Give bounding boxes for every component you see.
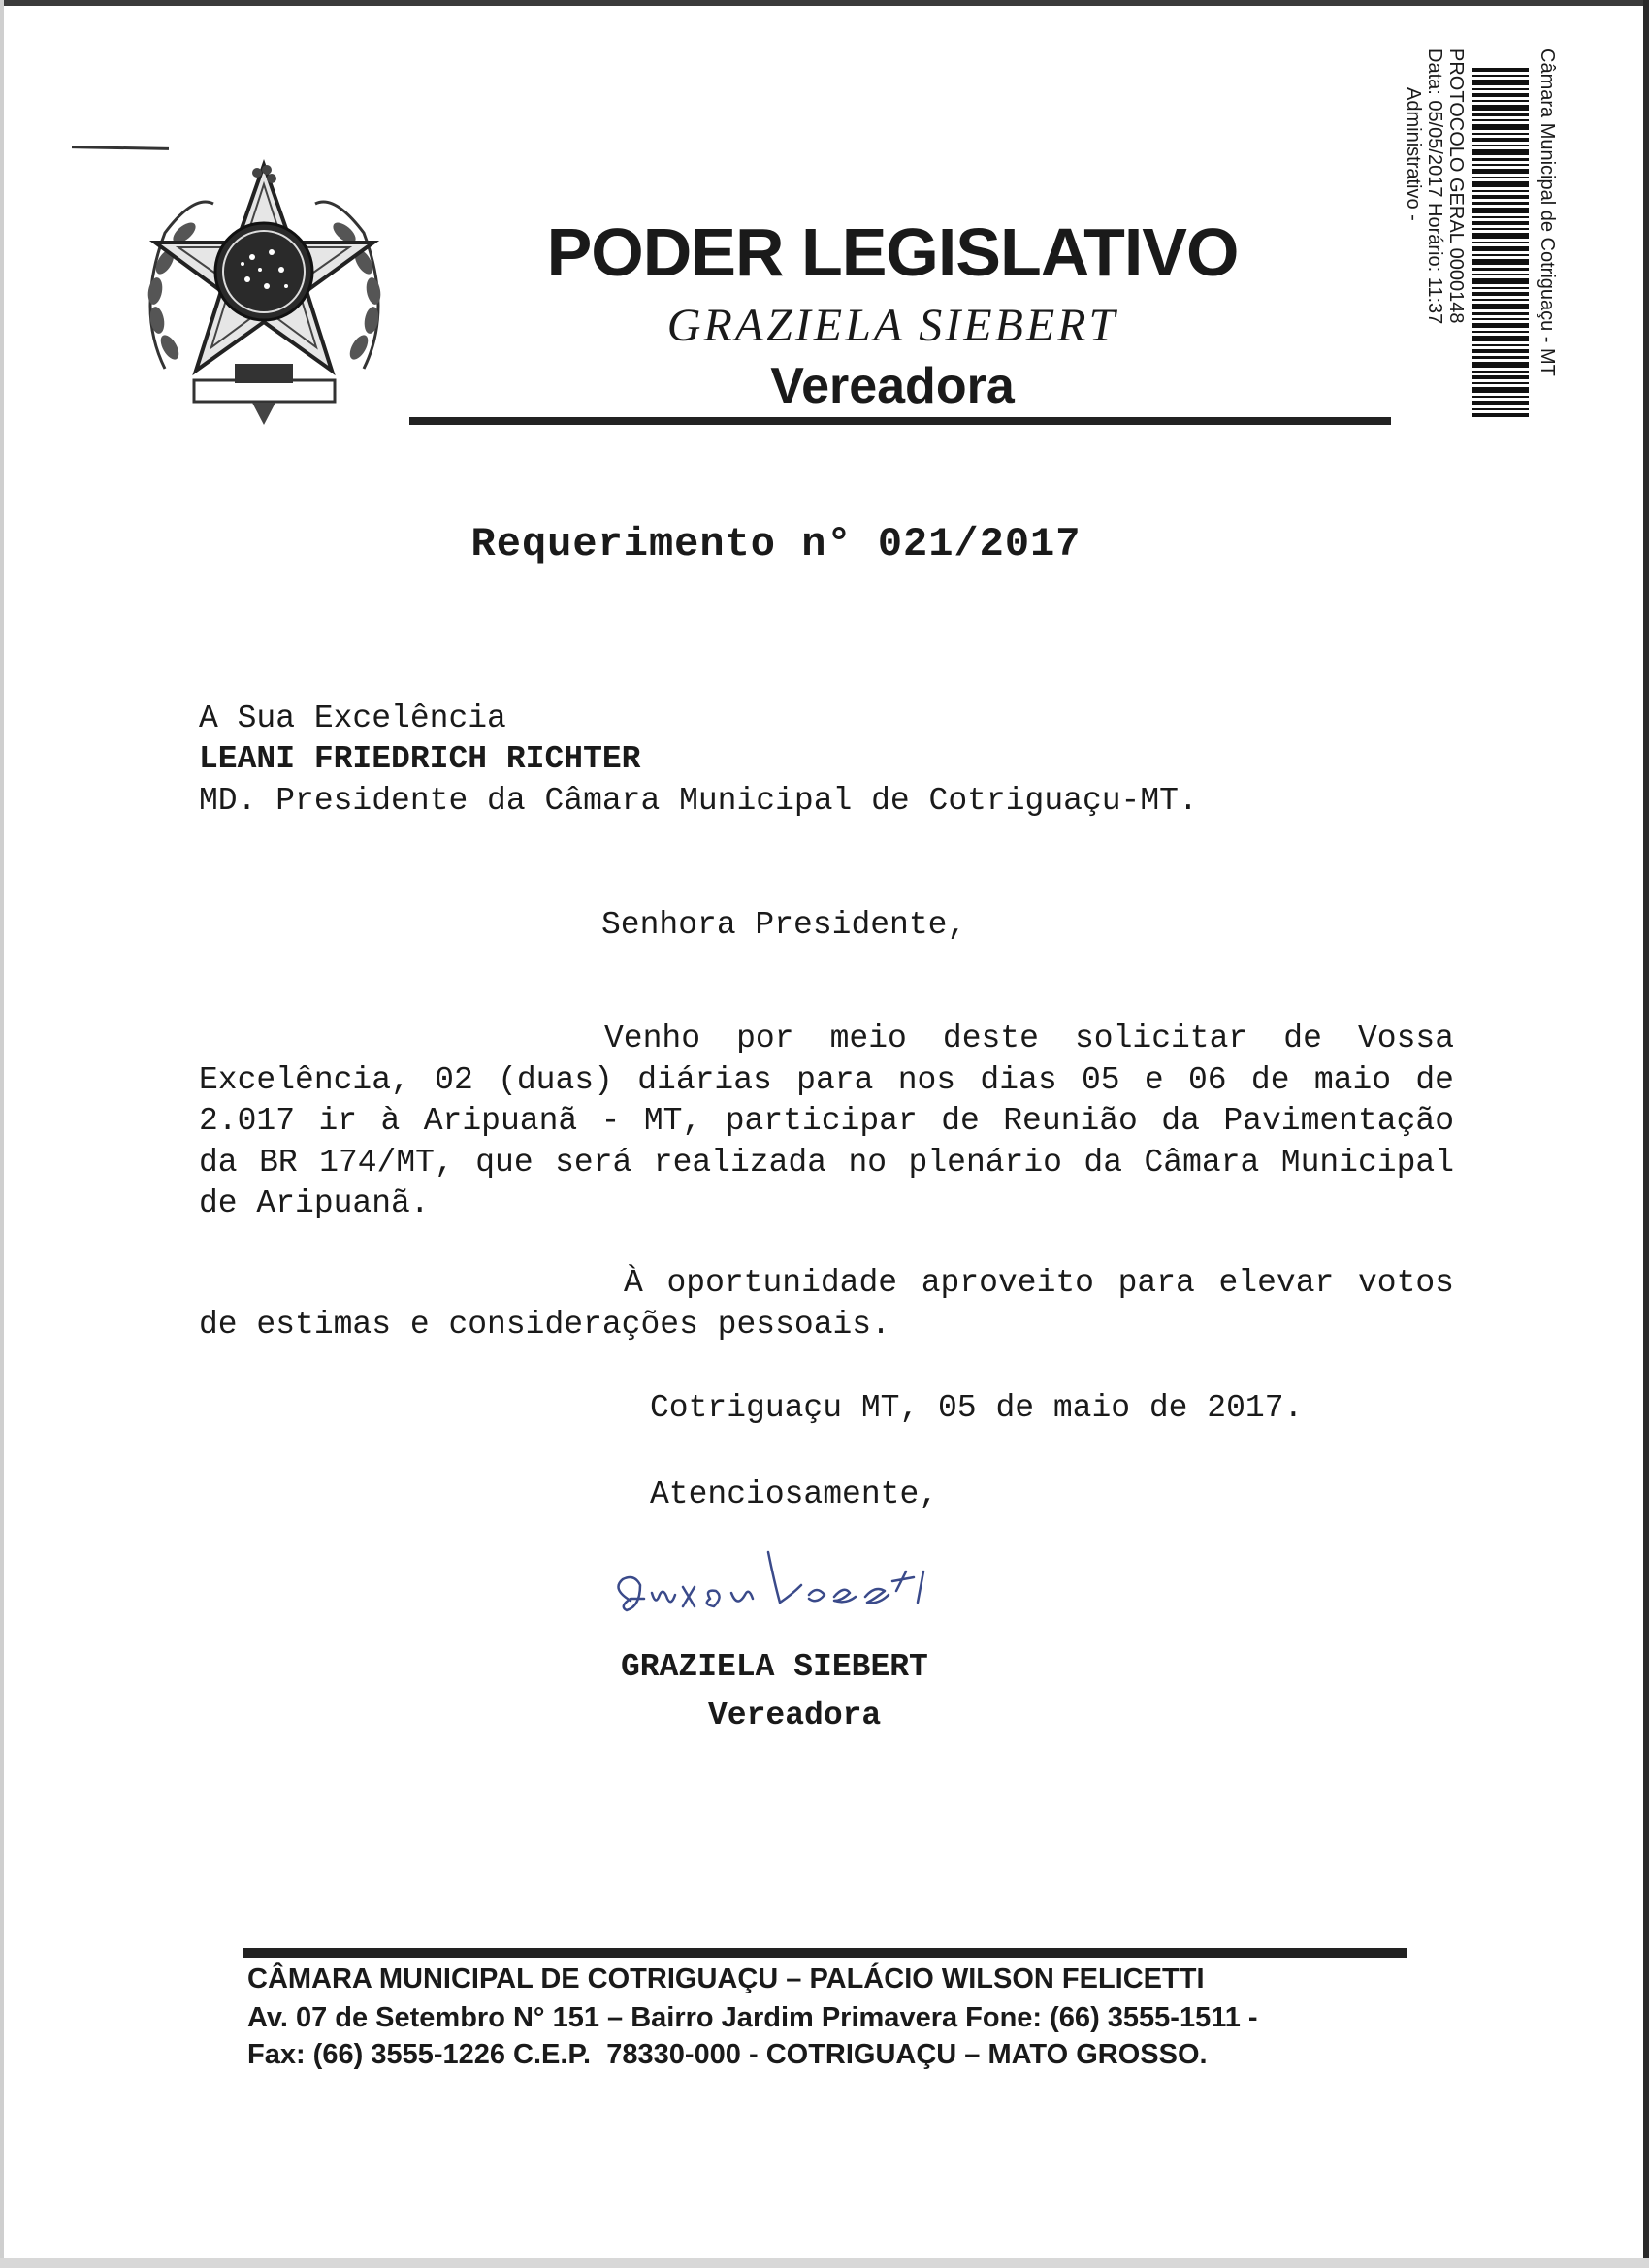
scan-mark bbox=[72, 146, 169, 150]
addressee-position: MD. Presidente da Câmara Municipal de Cotriguaçu-MT. bbox=[199, 783, 1198, 819]
stamp-protocol-number: PROTOCOLO GERAL 0000148 bbox=[1445, 49, 1467, 324]
footer-divider bbox=[242, 1948, 1406, 1958]
stamp-date-time: Data: 05/05/2017 Horário: 11:37 bbox=[1424, 49, 1445, 325]
body-paragraph-closing: À oportunidade aproveito para elevar votos de estimas e considerações pessoais. bbox=[199, 1265, 1454, 1343]
signer-name: GRAZIELA SIEBERT bbox=[621, 1649, 928, 1685]
scan-edge-top bbox=[0, 0, 1649, 6]
scan-edge-bottom bbox=[0, 2258, 1649, 2268]
signer-role: Vereadora bbox=[708, 1698, 882, 1733]
coat-of-arms-icon bbox=[126, 155, 403, 437]
stamp-department: Administrativo - bbox=[1403, 87, 1424, 221]
stamp-institution: Câmara Municipal de Cotriguaçu - MT bbox=[1536, 49, 1558, 376]
letterhead-councillor-name: GRAZIELA SIEBERT bbox=[666, 300, 1118, 351]
salutation: Senhora Presidente, bbox=[601, 907, 967, 943]
addressee-name: LEANI FRIEDRICH RICHTER bbox=[199, 741, 641, 777]
closing-phrase: Atenciosamente, bbox=[650, 1476, 939, 1512]
footer-institution: CÂMARA MUNICIPAL DE COTRIGUAÇU – PALÁCIO WILSON FELICETTI bbox=[247, 1963, 1205, 1994]
barcode-icon bbox=[1472, 68, 1529, 417]
footer-contact: Fax: (66) 3555-1226 C.E.P. 78330-000 - COTRIGUAÇU – MATO GROSSO. bbox=[247, 2039, 1208, 2070]
document-title: Requerimento n° 021/2017 bbox=[470, 521, 1082, 567]
protocol-stamp bbox=[1368, 39, 1562, 446]
handwritten-signature bbox=[601, 1542, 1057, 1639]
place-and-date: Cotriguaçu MT, 05 de maio de 2017. bbox=[650, 1390, 1304, 1426]
header-divider bbox=[409, 417, 1391, 425]
body-paragraph-request: Venho por meio deste solicitar de Vossa Excelência, 02 (duas) diárias para nos dias 05 e 06 de maio de 2.017 ir à Aripuanã - MT, participar de Reunião da Pavimentação da BR 174/MT, que será realizada no plenário da Câmara Municipal de Aripuanã. bbox=[199, 1021, 1454, 1221]
letterhead-role: Vereadora bbox=[770, 358, 1015, 414]
addressee-treatment: A Sua Excelência bbox=[199, 700, 506, 736]
letterhead-title: PODER LEGISLATIVO bbox=[546, 214, 1239, 290]
footer-address: Av. 07 de Setembro N° 151 – Bairro Jardim Primavera Fone: (66) 3555-1511 - bbox=[247, 2002, 1258, 2033]
scan-edge-right bbox=[1643, 0, 1649, 2268]
scan-edge-left bbox=[0, 0, 4, 2268]
